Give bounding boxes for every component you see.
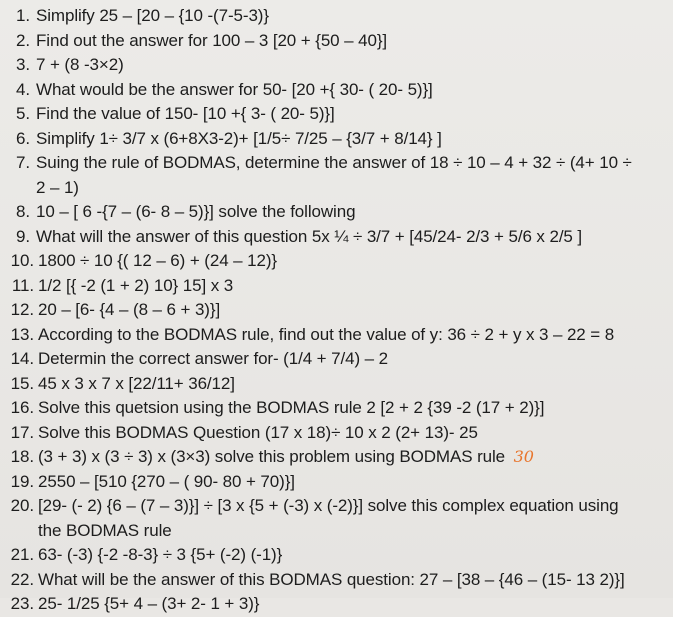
question-item bbox=[0, 421, 667, 446]
question-item bbox=[0, 347, 667, 372]
question-item bbox=[0, 494, 667, 543]
question-text: What will be the answer of this BODMAS question: 27 – [38 – {46 – (15- 13 2)}] bbox=[38, 569, 625, 589]
question-number: 12. bbox=[10, 300, 34, 319]
question-text: [29- (- 2) {6 – (7 – 3)}] ÷ [3 x {5 + (-3) x (-2)}] solve this complex equation using bbox=[38, 496, 619, 515]
question-number: 3. bbox=[16, 55, 30, 74]
question-item bbox=[0, 445, 667, 470]
question-item bbox=[0, 29, 667, 54]
question-item bbox=[0, 249, 667, 274]
question-text-continuation: 2 – 1) bbox=[36, 177, 79, 197]
question-text: 2550 – [510 {270 – ( 90- 80 + 70)}] bbox=[38, 471, 295, 491]
question-item bbox=[0, 396, 667, 421]
question-text: Determin the correct answer for- (1/4 + 7/4) – 2 bbox=[38, 349, 388, 368]
question-text: (3 + 3) x (3 ÷ 3) x (3×3) solve this problem using BODMAS rule bbox=[38, 447, 506, 466]
question-number: 19. bbox=[10, 471, 34, 491]
question-item bbox=[0, 470, 667, 495]
question-item bbox=[0, 568, 667, 593]
question-text: Solve this BODMAS Question (17 x 18)÷ 10 x 2 (2+ 13)- 25 bbox=[38, 422, 478, 442]
question-number: 22. bbox=[10, 569, 34, 589]
question-number: 20. bbox=[10, 496, 34, 515]
question-item bbox=[0, 225, 667, 250]
question-item bbox=[0, 200, 667, 225]
question-item bbox=[0, 323, 667, 348]
question-number: 18. bbox=[10, 447, 34, 466]
question-text: 25- 1/25 {5+ 4 – (3+ 2- 1 + 3)} bbox=[38, 594, 260, 613]
handwritten-answer-mark: 30 bbox=[513, 447, 534, 466]
question-text: What would be the answer for 50- [20 +{ 30- ( 20- 5)}] bbox=[36, 79, 433, 99]
question-text: What will the answer of this question 5x ¼ ÷ 3/7 + [45/24- 2/3 + 5/6 x 2/5 ] bbox=[36, 226, 583, 246]
question-text: Find out the answer for 100 – 3 [20 + {50 – 40}] bbox=[36, 30, 388, 50]
question-number: 17. bbox=[10, 422, 34, 442]
question-number: 10. bbox=[10, 251, 34, 270]
question-item bbox=[0, 543, 667, 568]
question-item bbox=[0, 372, 667, 397]
question-number: 5. bbox=[16, 104, 30, 123]
question-text-block bbox=[38, 494, 667, 543]
question-item bbox=[0, 298, 667, 323]
question-text: Solve this quetsion using the BODMAS rule 2 [2 + 2 {39 -2 (17 + 2)}] bbox=[38, 398, 545, 417]
question-text: 1800 ÷ 10 {( 12 – 6) + (24 – 12)} bbox=[38, 251, 278, 270]
question-number: 14. bbox=[10, 349, 34, 368]
question-number: 21. bbox=[10, 545, 34, 564]
question-item bbox=[0, 127, 667, 152]
question-item bbox=[0, 151, 667, 200]
question-text-block bbox=[36, 151, 667, 200]
question-text: Find the value of 150- [10 +{ 3- ( 20- 5)}] bbox=[36, 104, 335, 123]
question-text: 1/2 [{ -2 (1 + 2) 10} 15] x 3 bbox=[38, 275, 234, 295]
question-number: 4. bbox=[16, 79, 30, 99]
question-text: 45 x 3 x 7 x [22/11+ 36/12] bbox=[38, 373, 235, 393]
question-number: 6. bbox=[16, 128, 30, 148]
question-number: 7. bbox=[16, 153, 30, 172]
question-text: 20 – [6- {4 – (8 – 6 + 3)}] bbox=[38, 300, 221, 319]
question-text: Simplify 25 – [20 – {10 -(7-5-3)} bbox=[36, 6, 269, 25]
question-item bbox=[0, 78, 667, 103]
question-number: 9. bbox=[16, 226, 30, 246]
question-item bbox=[0, 592, 667, 617]
question-item bbox=[0, 102, 667, 127]
question-number: 23. bbox=[10, 594, 34, 613]
question-number: 8. bbox=[16, 202, 30, 221]
question-text: Simplify 1÷ 3/7 x (6+8X3-2)+ [1/5÷ 7/25 – {3/7 + 8/14} ] bbox=[36, 128, 442, 148]
question-text: 63- (-3) {-2 -8-3} ÷ 3 {5+ (-2) (-1)} bbox=[38, 545, 283, 564]
question-text: 7 + (8 -3×2) bbox=[36, 55, 124, 74]
question-number: 15. bbox=[10, 373, 34, 393]
question-item bbox=[0, 53, 667, 78]
question-item bbox=[0, 274, 667, 299]
question-number: 1. bbox=[16, 6, 30, 25]
question-text-block bbox=[38, 445, 667, 470]
question-number: 2. bbox=[16, 30, 30, 50]
question-list bbox=[0, 4, 667, 617]
question-text: According to the BODMAS rule, find out the value of y: 36 ÷ 2 + y x 3 – 22 = 8 bbox=[38, 324, 615, 344]
question-text: Suing the rule of BODMAS, determine the answer of 18 ÷ 10 – 4 + 32 ÷ (4+ 10 ÷ bbox=[36, 153, 632, 172]
question-number: 16. bbox=[10, 398, 34, 417]
question-text: 10 – [ 6 -{7 – (6- 8 – 5)}] solve the following bbox=[36, 202, 356, 221]
question-item bbox=[0, 4, 667, 29]
question-number: 13. bbox=[10, 324, 34, 344]
question-number: 11. bbox=[11, 275, 34, 295]
question-text-continuation: the BODMAS rule bbox=[38, 520, 172, 540]
